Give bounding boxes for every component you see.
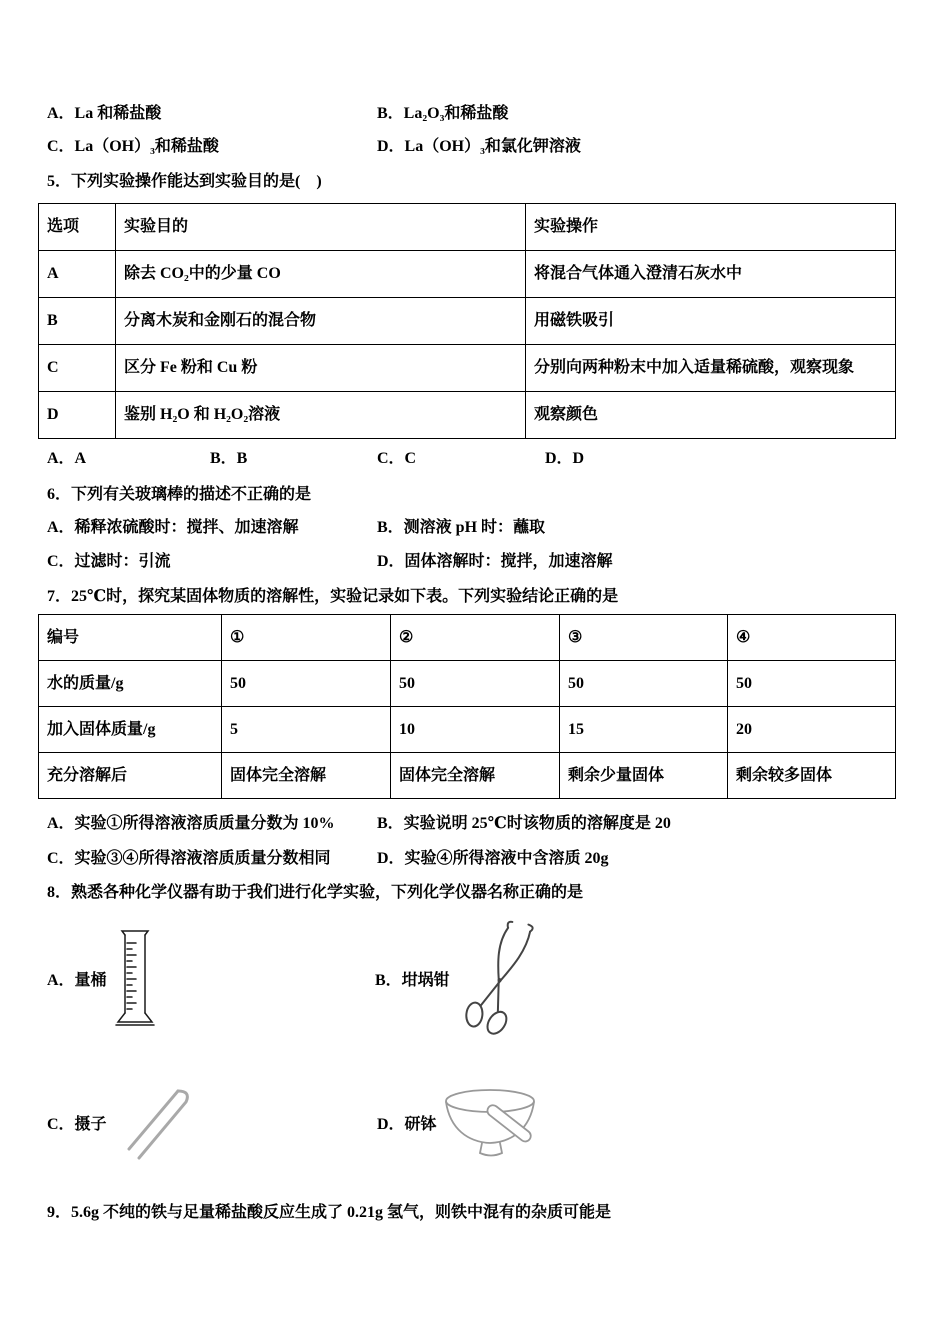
q7-table-header-2: ② bbox=[391, 615, 560, 661]
table-row bbox=[39, 251, 896, 298]
crucible-tongs-figure bbox=[455, 920, 539, 1042]
q9-stem: 9．5.6g 不纯的铁与足量稀盐酸反应生成了 0.21g 氢气，则铁中混有的杂质可能是 bbox=[47, 1204, 612, 1221]
table-row bbox=[39, 392, 896, 439]
q8-option-d: D．研钵 bbox=[377, 1116, 437, 1133]
q5-answer-b: B．B bbox=[210, 450, 248, 467]
q4-option-b: B．La₂O₃和稀盐酸 bbox=[377, 105, 509, 122]
q7-table-header-3: ③ bbox=[560, 615, 728, 661]
q7-stem: 7．25℃时，探究某固体物质的溶解性，实验记录如下表。下列实验结论正确的是 bbox=[47, 588, 619, 605]
table-cell: 50 bbox=[728, 661, 896, 707]
q7-table-header-4: ④ bbox=[728, 615, 896, 661]
q4-option-c: C．La（OH）₃和稀盐酸 bbox=[47, 138, 219, 155]
table-cell: 固体完全溶解 bbox=[222, 753, 391, 799]
q4-option-d: D．La（OH）₃和氯化钾溶液 bbox=[377, 138, 581, 155]
table-cell: 区分 Fe 粉和 Cu 粉 bbox=[116, 345, 526, 392]
q5-table-header-operation: 实验操作 bbox=[526, 204, 896, 251]
table-cell: 水的质量/g bbox=[39, 661, 222, 707]
q5-answer-options bbox=[47, 448, 895, 470]
table-cell: 加入固体质量/g bbox=[39, 707, 222, 753]
table-cell: 50 bbox=[222, 661, 391, 707]
q6-option-b: B．测溶液 pH 时：蘸取 bbox=[377, 519, 546, 536]
table-cell: 鉴别 H₂O 和 H₂O₂溶液 bbox=[116, 392, 526, 439]
table-cell: 剩余较多固体 bbox=[728, 753, 896, 799]
table-row bbox=[39, 345, 896, 392]
table-cell: 用磁铁吸引 bbox=[526, 298, 896, 345]
table-cell: 充分溶解后 bbox=[39, 753, 222, 799]
q7-table-header-row bbox=[39, 615, 896, 661]
q5-answer-a: A．A bbox=[47, 450, 87, 467]
graduated-cylinder-figure bbox=[112, 927, 158, 1035]
mortar-and-pestle-figure bbox=[442, 1079, 546, 1171]
table-cell: 固体完全溶解 bbox=[391, 753, 560, 799]
q7-option-d: D．实验④所得溶液中含溶质 20g bbox=[377, 850, 609, 867]
table-cell: 除去 CO₂中的少量 CO bbox=[116, 251, 526, 298]
table-cell: 分别向两种粉末中加入适量稀硫酸，观察现象 bbox=[526, 345, 896, 392]
table-row bbox=[39, 707, 896, 753]
q6-options-row2 bbox=[47, 551, 895, 573]
q8-option-a: A．量桶 bbox=[47, 972, 107, 989]
table-cell: A bbox=[39, 251, 116, 298]
q5-table-header-row bbox=[39, 204, 896, 251]
q6-option-d: D．固体溶解时：搅拌，加速溶解 bbox=[377, 553, 613, 570]
q6-option-a: A．稀释浓硫酸时：搅拌、加速溶解 bbox=[47, 519, 299, 536]
q6-options-row1 bbox=[47, 517, 895, 539]
q8-figures-row1 bbox=[47, 922, 895, 1040]
q7-table bbox=[38, 614, 896, 799]
q6-option-c: C．过滤时：引流 bbox=[47, 553, 171, 570]
q5-table-header-option: 选项 bbox=[39, 204, 116, 251]
table-cell: B bbox=[39, 298, 116, 345]
q5-table-header-purpose: 实验目的 bbox=[116, 204, 526, 251]
table-cell: C bbox=[39, 345, 116, 392]
tweezers-figure bbox=[112, 1083, 196, 1167]
table-cell: 观察颜色 bbox=[526, 392, 896, 439]
table-cell: D bbox=[39, 392, 116, 439]
table-row bbox=[39, 298, 896, 345]
q7-table-header-label: 编号 bbox=[39, 615, 222, 661]
table-cell: 5 bbox=[222, 707, 391, 753]
q4-option-a: A．La 和稀盐酸 bbox=[47, 105, 162, 122]
q7-option-b: B．实验说明 25℃时该物质的溶解度是 20 bbox=[377, 815, 671, 832]
table-cell: 15 bbox=[560, 707, 728, 753]
q5-stem: 5．下列实验操作能达到实验目的是( ) bbox=[47, 173, 322, 190]
q4-options-row2 bbox=[47, 136, 895, 158]
q4-options-row1 bbox=[47, 103, 895, 125]
q7-table-header-1: ① bbox=[222, 615, 391, 661]
q8-option-b: B．坩埚钳 bbox=[375, 972, 450, 989]
q7-option-c: C．实验③④所得溶液溶质质量分数相同 bbox=[47, 850, 331, 867]
q5-table bbox=[38, 203, 896, 439]
table-cell: 50 bbox=[560, 661, 728, 707]
q7-options-row1 bbox=[47, 813, 895, 835]
q8-figures-row2 bbox=[47, 1080, 895, 1170]
table-row bbox=[39, 753, 896, 799]
q8-option-c: C．摄子 bbox=[47, 1116, 107, 1133]
q7-options-row2 bbox=[47, 848, 895, 870]
table-row bbox=[39, 661, 896, 707]
q8-stem: 8．熟悉各种化学仪器有助于我们进行化学实验，下列化学仪器名称正确的是 bbox=[47, 884, 584, 901]
table-cell: 剩余少量固体 bbox=[560, 753, 728, 799]
table-cell: 20 bbox=[728, 707, 896, 753]
table-cell: 10 bbox=[391, 707, 560, 753]
table-cell: 分离木炭和金刚石的混合物 bbox=[116, 298, 526, 345]
q5-answer-c: C．C bbox=[377, 450, 417, 467]
q6-stem: 6．下列有关玻璃棒的描述不正确的是 bbox=[47, 486, 312, 503]
q7-option-a: A．实验①所得溶液溶质质量分数为 10% bbox=[47, 815, 335, 832]
table-cell: 50 bbox=[391, 661, 560, 707]
q5-answer-d: D．D bbox=[545, 450, 585, 467]
table-cell: 将混合气体通入澄清石灰水中 bbox=[526, 251, 896, 298]
